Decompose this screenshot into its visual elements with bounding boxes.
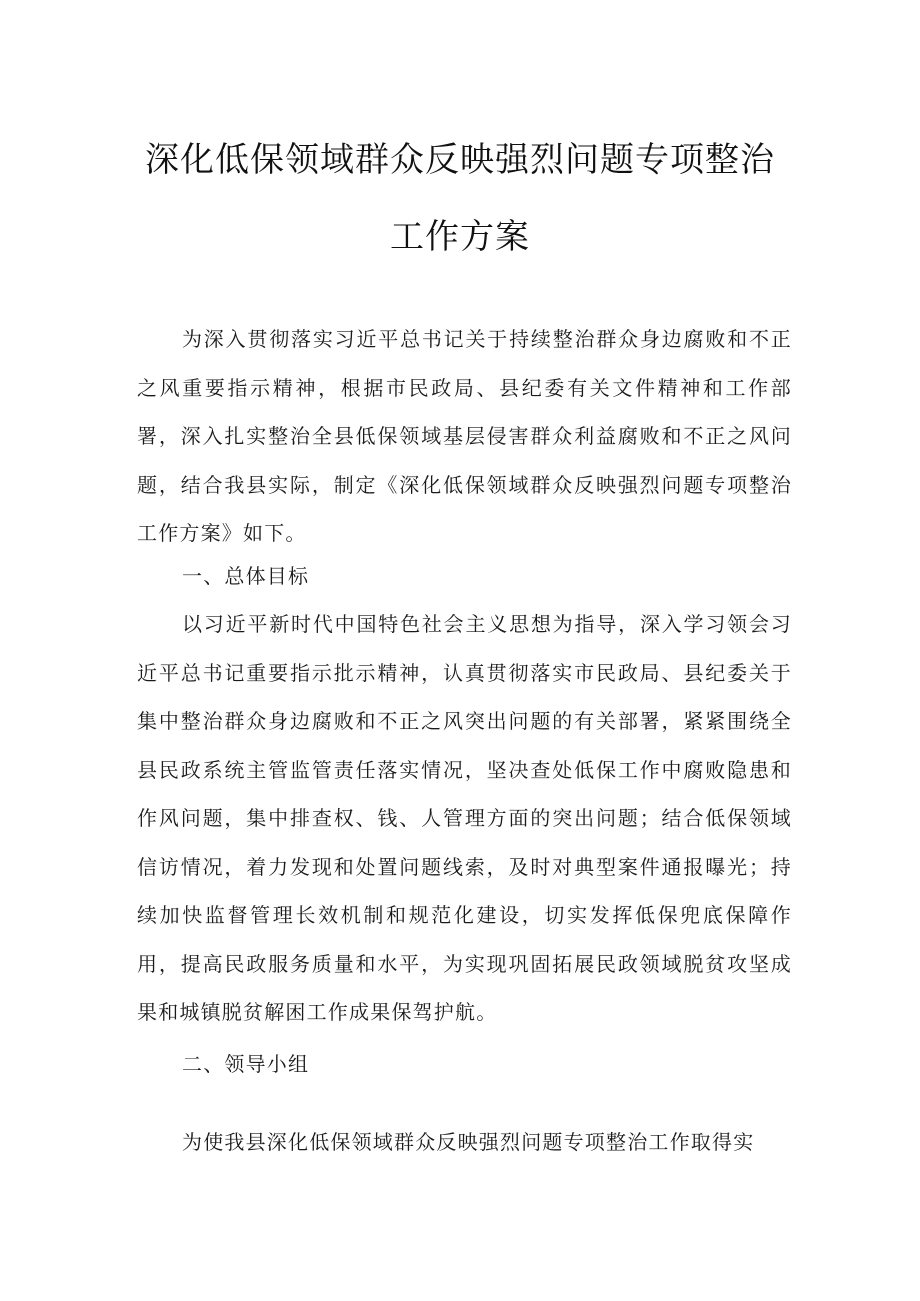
section-2-heading: 二、领导小组	[182, 1052, 310, 1076]
section-1-paragraph: 以习近平新时代中国特色社会主义思想为指导，深入学习领会习近平总书记重要指示批示精神，认真贯彻落实市民政局、县纪委关于集中整治群众身边腐败和不正之风突出问题的有关部署，紧紧围绕全县民政系统主管监管责任落实情况，坚决查处低保工作中腐败隐患和作风问题，集中排查权、钱、人管理方面的突出问题；结合低保领域信访情况，着力发现和处置问题线索，及时对典型案件通报曝光；持续加快监督管理长效机制和规范化建设，切实发挥低保兜底保障作用，提高民政服务质量和水平，为实现巩固拓展民政领域脱贫攻坚成果和城镇脱贫解困工作成果保驾护航。	[137, 612, 792, 1024]
document-title-line-2: 工作方案	[390, 217, 530, 257]
section-2-paragraph: 为使我县深化低保领域群众反映强烈问题专项整治工作取得实	[182, 1130, 755, 1154]
document-title-line-1: 深化低保领域群众反映强烈问题专项整治	[145, 140, 775, 180]
intro-paragraph: 为深入贯彻落实习近平总书记关于持续整治群众身边腐败和不正之风重要指示精神，根据市民政局、县纪委有关文件精神和工作部署，深入扎实整治全县低保领域基层侵害群众利益腐败和不正之风问题，结合我县实际，制定《深化低保领域群众反映强烈问题专项整治工作方案》如下。	[137, 327, 792, 545]
section-1-heading: 一、总体目标	[182, 564, 310, 588]
